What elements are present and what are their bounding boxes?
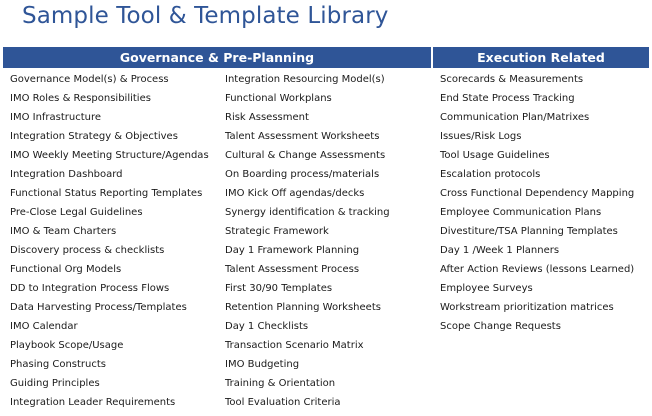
list-item: Day 1 /Week 1 Planners — [440, 245, 560, 256]
list-item: Functional Workplans — [225, 93, 332, 104]
list-item: Integration Leader Requirements — [10, 397, 176, 408]
list-item: Integration Dashboard — [10, 169, 123, 180]
list-item: Escalation protocols — [440, 169, 541, 180]
list-item: Talent Assessment Worksheets — [225, 131, 380, 142]
list-item: Day 1 Checklists — [225, 321, 309, 332]
list-item: On Boarding process/materials — [225, 169, 380, 180]
table-header — [3, 47, 649, 68]
list-item: First 30/90 Templates — [225, 283, 333, 294]
list-item: DD to Integration Process Flows — [10, 283, 170, 294]
list-item: Phasing Constructs — [10, 359, 106, 370]
list-item: Governance Model(s) & Process — [10, 74, 169, 85]
list-item: IMO Calendar — [10, 321, 78, 332]
list-item: Synergy identification & tracking — [225, 207, 390, 218]
list-item: After Action Reviews (lessons Learned) — [440, 264, 635, 275]
column-governance-1 — [10, 70, 209, 412]
list-item: Cultural & Change Assessments — [225, 150, 386, 161]
list-item: IMO Roles & Responsibilities — [10, 93, 151, 104]
list-item: End State Process Tracking — [440, 93, 575, 104]
list-item: Tool Evaluation Criteria — [225, 397, 341, 408]
list-item: Communication Plan/Matrixes — [440, 112, 590, 123]
list-item: Integration Resourcing Model(s) — [225, 74, 385, 85]
list-item: Integration Strategy & Objectives — [10, 131, 178, 142]
list-item: IMO Infrastructure — [10, 112, 102, 123]
list-item: Strategic Framework — [225, 226, 329, 237]
list-item: Divestiture/TSA Planning Templates — [440, 226, 618, 237]
list-item: Issues/Risk Logs — [440, 131, 522, 142]
list-item: Employee Surveys — [440, 283, 533, 294]
list-item: Scope Change Requests — [440, 321, 561, 332]
list-item: Discovery process & checklists — [10, 245, 165, 256]
list-item: Playbook Scope/Usage — [10, 340, 124, 351]
column-governance-2 — [225, 70, 390, 412]
list-item: IMO Budgeting — [225, 359, 300, 370]
list-item: Transaction Scenario Matrix — [225, 340, 364, 351]
list-item: Functional Org Models — [10, 264, 122, 275]
list-item: IMO Kick Off agendas/decks — [225, 188, 365, 199]
list-item: Workstream prioritization matrices — [440, 302, 614, 313]
list-item: Cross Functional Dependency Mapping — [440, 188, 635, 199]
list-item: Pre-Close Legal Guidelines — [10, 207, 143, 218]
list-item: Talent Assessment Process — [225, 264, 360, 275]
header-execution-related: Execution Related — [433, 47, 649, 68]
list-item: Data Harvesting Process/Templates — [10, 302, 187, 313]
header-governance-pre-planning: Governance & Pre-Planning — [3, 47, 431, 68]
list-item: Tool Usage Guidelines — [440, 150, 550, 161]
list-item: Guiding Principles — [10, 378, 100, 389]
list-item: IMO Weekly Meeting Structure/Agendas — [10, 150, 209, 161]
list-item: IMO & Team Charters — [10, 226, 117, 237]
list-item: Functional Status Reporting Templates — [10, 188, 203, 199]
list-item: Retention Planning Worksheets — [225, 302, 381, 313]
page-title: Sample Tool & Template Library — [22, 3, 389, 29]
list-item: Scorecards & Measurements — [440, 74, 584, 85]
list-item: Training & Orientation — [225, 378, 336, 389]
list-item: Employee Communication Plans — [440, 207, 602, 218]
column-execution — [440, 70, 634, 336]
list-item: Day 1 Framework Planning — [225, 245, 360, 256]
list-item: Risk Assessment — [225, 112, 309, 123]
